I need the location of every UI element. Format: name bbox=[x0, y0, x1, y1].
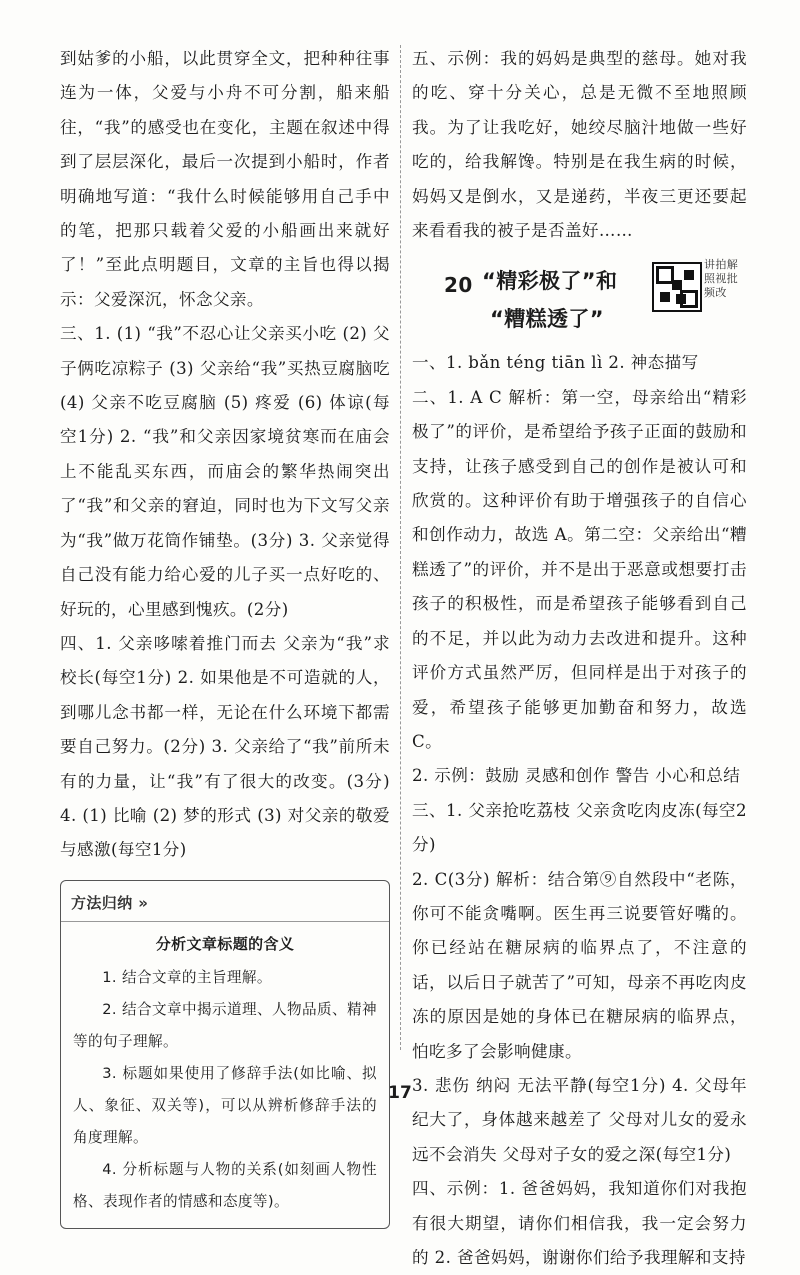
method-item-3: 3. 标题如果使用了修辞手法(如比喻、拟人、象征、双关等)，可以从辨析修辞手法的角度理解。 bbox=[73, 1064, 377, 1146]
left-paragraph-1: 到姑爹的小船，以此贯穿全文，把种种往事连为一体，父爱与小舟不可分割，船来船往，“我”的感受也在变化，主题在叙述中得到了层层深化，最后一次提到小船时，作者明确地写道：“我什么时候能够用自己手中的笔，把那只载着父爱的小船画出来就好了！”至此点明题目，文章的主旨也得以揭示：父爱深沉，怀念父亲。 bbox=[60, 49, 390, 309]
method-item-2: 2. 结合文章中揭示道理、人物品质、精神等的句子理解。 bbox=[73, 1000, 377, 1050]
method-summary-box bbox=[60, 880, 390, 1229]
left-answer-section-4: 四、1. 父亲哆嗦着推门而去 父亲为“我”求校长(每空1分) 2. 如果他是不可造就的人，到哪儿念书都一样，无论在什么环境下都需要自己努力。(2分) 3. 父亲给了“我”前所未有的力量，让“我”有了很大的改变。(3分) 4. (1) 比喻 (2) 梦的形式 (3) 对父亲的敬爱与感激(每空1分) bbox=[60, 633, 390, 860]
right-answer-3: 2. 示例：鼓励 灵感和创作 警告 小心和总结 bbox=[412, 766, 741, 786]
left-column bbox=[60, 42, 390, 1229]
right-answer-7: 四、示例：1. 爸爸妈妈，我知道你们对我抱有很大期望，请你们相信我，我一定会努力的 2. 爸爸妈妈，谢谢你们给予我理解和支持 bbox=[412, 1179, 747, 1267]
lesson-heading bbox=[412, 250, 747, 342]
column-divider bbox=[400, 45, 401, 1050]
method-item-1: 1. 结合文章的主旨理解。 bbox=[102, 968, 272, 986]
left-answer-section-3: 三、1. (1) “我”不忍心让父亲买小吃 (2) 父子俩吃凉粽子 (3) 父亲给“我”买热豆腐脑吃 (4) 父亲不吃豆腐脑 (5) 疼爱 (6) 体谅(每空1分) 2. “我”和父亲因家境贫寒而在庙会上不能乱买东西，而庙会的繁华热闹突出了“我”和父亲的窘迫，同时也为下文写父亲为“我”做万花筒作铺垫。(3分) 3. 父亲觉得自己没有能力给心爱的儿子买一点好吃的、好玩的，心里感到愧疚。(2分) bbox=[60, 324, 390, 619]
lesson-title-line-2: “糟糕透了” bbox=[490, 307, 605, 332]
method-item-4: 4. 分析标题与人物的关系(如刻画人物性格、表现作者的情感和态度等)。 bbox=[73, 1160, 377, 1210]
right-answer-1: 一、1. bǎn téng tiān lì 2. 神态描写 bbox=[412, 353, 699, 373]
method-summary-title: 分析文章标题的含义 bbox=[155, 934, 295, 953]
qr-caption: 讲拍解照视批频改 bbox=[704, 258, 739, 300]
method-summary-header bbox=[61, 885, 389, 922]
page-number: 17 bbox=[388, 1083, 412, 1103]
right-answer-2: 二、1. A C 解析：第一空，母亲给出“精彩极了”的评价，是希望给予孩子正面的鼓励和支持，让孩子感受到自己的创作是被认可和欣赏的。这种评价有助于增强孩子的自信心和创作动力，故选 A。第二空：父亲给出“糟糕透了”的评价，并不是出于恶意或想要打击孩子的积极性，而是希望孩子能够看到自己的不足，并以此为动力去改进和提升。这种评价方式虽然严厉，但同样是出于对孩子的爱，希望孩子能够更加勤奋和努力，故选 C。 bbox=[412, 387, 747, 751]
lesson-title-line-1: “精彩极了”和 bbox=[482, 269, 618, 294]
method-summary-label: 方法归纳 bbox=[71, 893, 133, 912]
qr-code-icon[interactable] bbox=[652, 262, 702, 312]
lesson-number: 20 bbox=[444, 273, 473, 298]
double-chevron-icon: » bbox=[138, 893, 149, 912]
right-answer-section-5: 五、示例：我的妈妈是典型的慈母。她对我的吃、穿十分关心，总是无微不至地照顾我。为了让我吃好，她绞尽脑汁地做一些好吃的，给我解馋。特别是在我生病的时候，妈妈又是倒水，又是递药，半夜三更还要起来看看我的被子是否盖好…… bbox=[412, 49, 747, 241]
right-answer-6: 3. 悲伤 纳闷 无法平静(每空1分) 4. 父母年纪大了，身体越来越差了 父母对儿女的爱永远不会消失 父母对子女的爱之深(每空1分) bbox=[412, 1075, 747, 1164]
right-answer-4: 三、1. 父亲抢吃荔枝 父亲贪吃肉皮冻(每空2分) bbox=[412, 800, 747, 855]
right-answer-5: 2. C(3分) 解析：结合第⑨自然段中“老陈，你可不能贪嘴啊。医生再三说要管好嘴的。你已经站在糖尿病的临界点了，不注意的话，以后日子就苦了”可知，母亲不再吃肉皮冻的原因是她的身体已在糖尿病的临界点，怕吃多了会影响健康。 bbox=[412, 869, 747, 1061]
